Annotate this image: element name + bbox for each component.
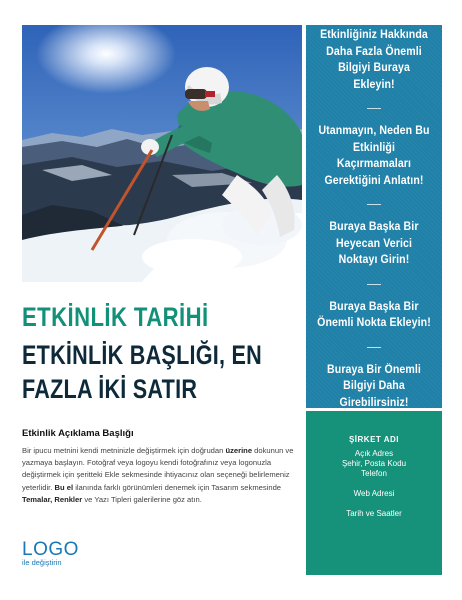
highlight-divider	[367, 347, 381, 348]
description-heading: Etkinlik Açıklama Başlığı	[22, 428, 134, 439]
web-address-text: Web Adresi	[353, 489, 395, 498]
address-line-1: Açık Adres	[354, 449, 394, 458]
contact-info-box	[306, 411, 442, 575]
highlight-item: Buraya Başka Bir Önemli Nokta Ekleyin!	[317, 300, 431, 329]
address-line-2: Şehir, Posta Kodu	[341, 459, 407, 468]
highlight-divider	[367, 204, 381, 205]
highlight-item: Etkinliğiniz Hakkında Daha Fazla Önemli Bilgiyi Buraya Ekleyin!	[320, 29, 428, 91]
highlight-divider	[367, 108, 381, 109]
highlight-item: Buraya Bir Önemli Bilgiyi Daha Girebilirsiniz!	[327, 363, 421, 409]
logo-placeholder: LOGO	[22, 539, 79, 560]
company-name: ŞİRKET ADI	[348, 435, 400, 444]
hero-photo	[22, 25, 302, 282]
highlight-divider	[367, 284, 381, 285]
highlight-item: Utanmayın, Neden Bu Etkinliği Kaçırmamaları Gerektiğini Anlatın!	[318, 125, 430, 187]
skier-photo-image	[22, 25, 302, 282]
event-date-title: ETKİNLİK TARİHİ	[22, 302, 209, 332]
highlights-sidebar	[306, 25, 442, 408]
event-main-title: ETKİNLİK BAŞLIĞI, EN FAZLA İKİ SATIR	[22, 340, 263, 404]
logo-subtext: ile değiştirin	[22, 558, 62, 567]
date-time-text: Tarih ve Saatler	[346, 509, 402, 518]
description-body: Bir ipucu metnini kendi metninizle değiştirmek için doğrudan üzerine dokunun ve yazmaya başlayın. Fotoğraf veya logoyu kendi fotoğrafınız veya logonuzla değiştirmek için şeritteki Ekle sekmesinde ihtiyacınız olan seçeneği belirlemeniz yeterlidir. Bu el ilanında farklı görünümleri denemek için Tasarım sekmesinde Temalar, Renkler ve Yazı Tipleri galerilerine göz atın.	[22, 446, 294, 504]
phone-text: Telefon	[361, 469, 387, 478]
highlight-item: Buraya Başka Bir Heyecan Verici Noktayı Girin!	[329, 221, 419, 266]
